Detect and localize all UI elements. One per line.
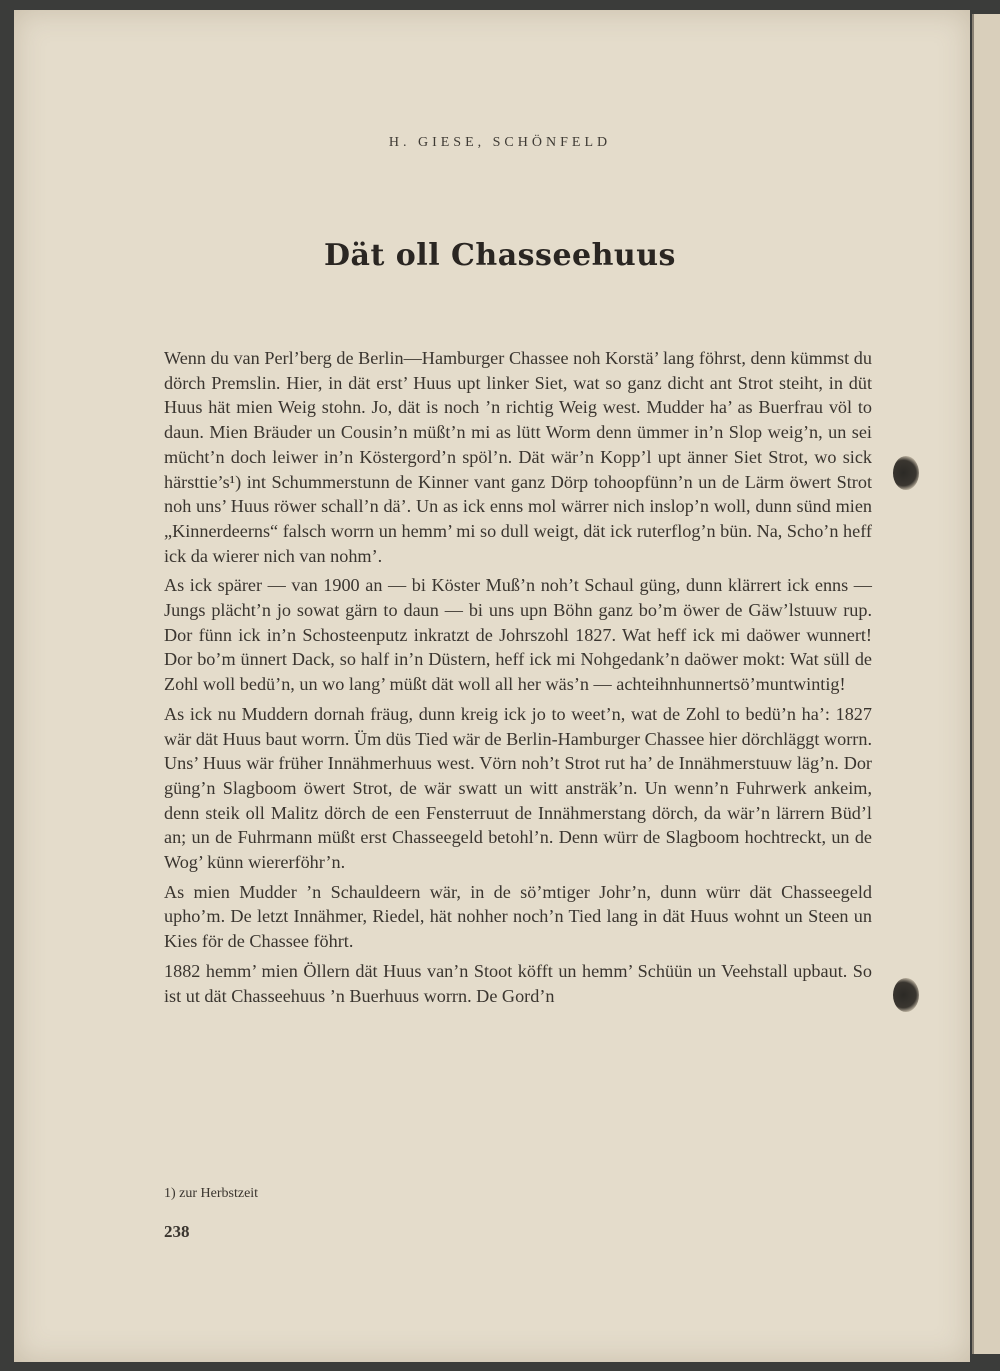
next-page-edge (972, 14, 1000, 1354)
punch-hole-icon (893, 978, 919, 1012)
paragraph: 1882 hemm’ mien Öllern dät Huus van’n Stoot köfft un hemm’ Schüün un Veehstall upbaut. So ist ut dät Chasseehuus ’n Buerhuus worrn. De Gord’n (164, 960, 872, 1006)
punch-hole-icon (893, 456, 919, 490)
footnote: 1) zur Herbstzeit (164, 1186, 259, 1201)
paragraph: Wenn du van Perl’berg de Berlin—Hamburger Chassee noh Korstä’ lang föhrst, denn kümmst du dörch Premslin. Hier, in dät erst’ Huus upt linker Siet, wat so ganz dicht ant Strot steiht, in düt Huus hät mien Weig stohn. Jo, dät is noch ’n richtig Weig west. Mudder ha’ as Buerfrau völ to daun. Mien Bräuder un Cousin’n müßt’n mi as lütt Worm denn ümmer in’n Slop weig’n, un sei mücht’n doch leiwer in’n Köstergord’n spöl’n. Dät wär’n Kopp’l upt änner Siet Strot, wo sick härsttie’s¹) int Schummerstunn de Kinner vant ganz Dörp tohoopfünn’n un de Lärm öwert Strot noh uns’ Huus röwer schall’n dä’. Un as ick enns mol wärrer nich inslop’n woll, dunn sünd mien „Kinnerdeerns“ falsch worrn un hemm’ mi so dull weigt, dät ick ruterflog’n bün. Na, Scho’n heff ick da wierer nich van nohm’. (164, 348, 872, 566)
page-number: 238 (164, 1222, 190, 1241)
page-title: Dät oll Chasseehuus (324, 238, 676, 273)
paragraph: As ick nu Muddern dornah fräug, dunn kreig ick jo to weet’n, wat de Zohl to bedü’n ha’: 1827 wär dät Huus baut worrn. Üm düs Tied wär de Berlin-Hamburger Chassee hier dörchläggt worrn. Uns’ Huus wär früher Innähmerhuus west. Vörn noh’t Strot rut ha’ de Innähmerstuuw läg’n. Dor güng’n Slagboom öwert Strot, de wär swatt un witt ansträk’n. Un wenn’n Fuhrwerk ankeim, denn steik oll Malitz dörch de een Fensterruut de Innähmerstang dörch, da wär’n lärrern Büd’l an; un de Fuhrmann müßt erst Chasseegeld betohl’n. Denn würr de Slagboom hochtreckt, un de Wog’ künn wiererföhr’n. (164, 703, 872, 873)
author-line: H. GIESE, SCHÖNFELD (388, 135, 612, 150)
article-body (164, 346, 872, 1013)
paragraph: As mien Mudder ’n Schauldeern wär, in de sö’mtiger Johr’n, dunn würr dät Chasseegeld upho’m. De letzt Innähmer, Riedel, hät nohher noch’n Tied lang in dät Huus wohnt un Steen un Kies för de Chassee föhrt. (164, 881, 872, 952)
paragraph: As ick spärer — van 1900 an — bi Köster Muß’n noh’t Schaul güng, dunn klärrert ick enns — Jungs plächt’n jo sowat gärn to daun — bi uns upn Böhn ganz bo’m öwer de Gäw’lstuuw rup. Dor fünn ick in’n Schosteenputz inkratzt de Johrszohl 1827. Wat heff ick mi daöwer wunnert! Dor bo’m ünnert Dack, so half in’n Düstern, heff ick mi Nohgedank’n daöwer mokt: Wat süll de Zohl woll bedü’n, un wo lang’ müßt dät woll all her wäs’n — achteihnhunnertsö’muntwintig! (164, 575, 872, 695)
